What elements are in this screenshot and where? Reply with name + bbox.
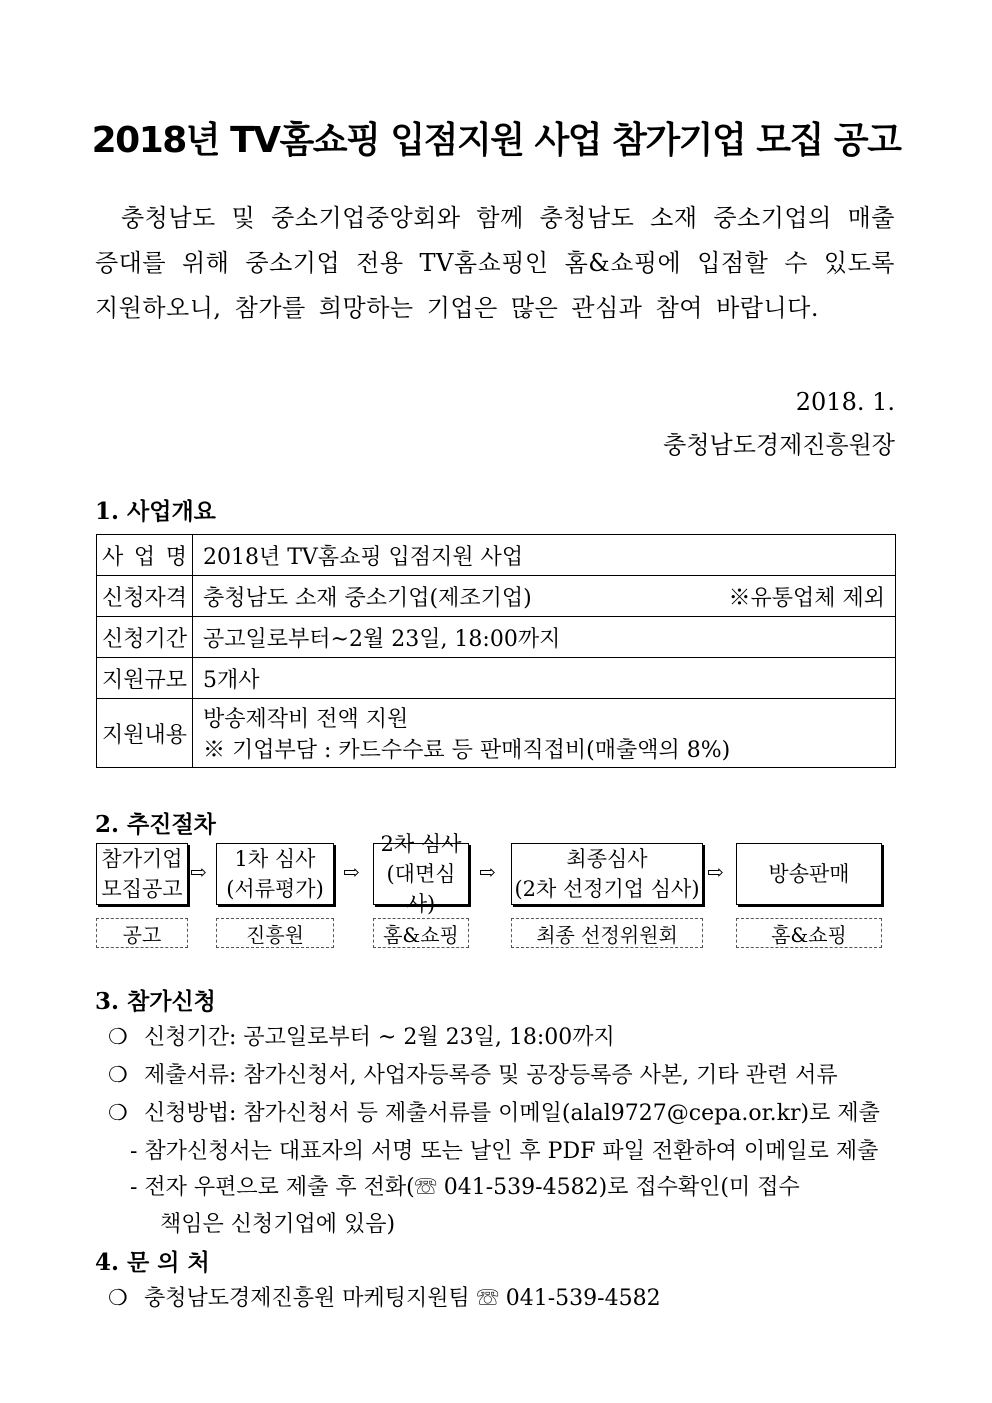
row-value: 충청남도 소재 중소기업(제조기업) bbox=[203, 585, 532, 611]
step-org: 홈&쇼핑 bbox=[373, 918, 469, 948]
sub-item: - 참가신청서는 대표자의 서명 또는 날인 후 PDF 파일 전환하여 이메일로 제출 bbox=[130, 1139, 879, 1164]
step-line1: 1차 심사 bbox=[234, 847, 316, 871]
contact-item bbox=[108, 1281, 661, 1312]
row-value-cell bbox=[193, 576, 896, 617]
table-row bbox=[97, 576, 896, 617]
issuer-name: 충청남도경제진흥원장 bbox=[663, 431, 895, 459]
step-line2: (대면심사) bbox=[386, 862, 456, 916]
row-note: ※유통업체 제외 bbox=[728, 585, 885, 611]
sub-item: - 전자 우편으로 제출 후 전화(☏ 041-539-4582)로 접수확인(미 접수 bbox=[130, 1175, 800, 1200]
step-line2: 모집공고 bbox=[101, 877, 183, 901]
table-row bbox=[97, 535, 896, 576]
row-value: 공고일로부터~2월 23일, 18:00까지 bbox=[193, 617, 896, 658]
list-item-text: 신청방법: 참가신청서 등 제출서류를 이메일(alal9727@cepa.or.kr)로 제출 bbox=[144, 1101, 880, 1126]
arrow-icon: ⇨ bbox=[479, 860, 496, 884]
section3-heading: 3. 참가신청 bbox=[95, 988, 216, 1015]
step-box bbox=[736, 843, 882, 905]
bullet-icon: ❍ bbox=[108, 1101, 128, 1126]
table-row bbox=[97, 617, 896, 658]
row-label: 사 업 명 bbox=[97, 535, 193, 576]
contact-text: 충청남도경제진흥원 마케팅지원팀 ☏ 041-539-4582 bbox=[144, 1286, 661, 1311]
row-value: 5개사 bbox=[193, 658, 896, 699]
step-line2: (서류평가) bbox=[226, 877, 324, 901]
arrow-icon: ⇨ bbox=[343, 860, 360, 884]
step-line1: 최종심사 bbox=[566, 847, 648, 871]
row-value: 방송제작비 전액 지원 bbox=[203, 707, 409, 732]
step-org: 최종 선정위원회 bbox=[511, 918, 703, 948]
step-line1: 방송판매 bbox=[768, 862, 850, 886]
list-item-text: 제출서류: 참가신청서, 사업자등록증 및 공장등록증 사본, 기타 관련 서류 bbox=[144, 1063, 838, 1088]
step-line2: (2차 선정기업 심사) bbox=[514, 877, 700, 901]
list-item-text: 신청기간: 공고일로부터 ~ 2월 23일, 18:00까지 bbox=[144, 1025, 615, 1050]
step-org: 진흥원 bbox=[216, 918, 334, 948]
overview-table bbox=[96, 534, 896, 768]
page-title: 2018년 TV홈쇼핑 입점지원 사업 참가기업 모집 공고 bbox=[91, 120, 901, 161]
sub-item-continuation: 책임은 신청기업에 있음) bbox=[160, 1212, 396, 1237]
step-box bbox=[511, 843, 703, 905]
list-item bbox=[108, 1096, 880, 1127]
arrow-icon: ⇨ bbox=[190, 860, 207, 884]
step-org: 공고 bbox=[96, 918, 188, 948]
row-value-note: ※ 기업부담 : 카드수수료 등 판매직접비(매출액의 8%) bbox=[203, 738, 731, 763]
section2-heading: 2. 추진절차 bbox=[95, 811, 216, 838]
row-value: 2018년 TV홈쇼핑 입점지원 사업 bbox=[193, 535, 896, 576]
row-label: 신청기간 bbox=[97, 617, 193, 658]
bullet-icon: ❍ bbox=[108, 1063, 128, 1088]
step-box bbox=[216, 843, 334, 905]
row-label: 신청자격 bbox=[97, 576, 193, 617]
step-box bbox=[373, 832, 469, 916]
bullet-icon: ❍ bbox=[108, 1025, 128, 1050]
table-row bbox=[97, 699, 896, 768]
step-line1: 2차 심사 bbox=[380, 832, 462, 856]
notice-date: 2018. 1. bbox=[795, 388, 895, 416]
step-box bbox=[96, 843, 188, 905]
section1-heading: 1. 사업개요 bbox=[95, 498, 216, 525]
list-item bbox=[108, 1020, 615, 1051]
intro-paragraph: 충청남도 및 중소기업중앙회와 함께 충청남도 소재 중소기업의 매출 증대를 위해 중소기업 전용 TV홈쇼핑인 홈&쇼핑에 입점할 수 있도록 지원하오니, 참가를 희망하는 기업은 많은 관심과 참여 바랍니다. bbox=[95, 204, 895, 322]
row-label: 지원내용 bbox=[97, 699, 193, 768]
step-org: 홈&쇼핑 bbox=[736, 918, 882, 948]
list-item bbox=[108, 1058, 838, 1089]
row-label: 지원규모 bbox=[97, 658, 193, 699]
step-line1: 참가기업 bbox=[101, 847, 183, 871]
section4-heading: 4. 문 의 처 bbox=[95, 1249, 210, 1276]
bullet-icon: ❍ bbox=[108, 1286, 128, 1311]
table-row bbox=[97, 658, 896, 699]
arrow-icon: ⇨ bbox=[707, 860, 724, 884]
row-value-cell bbox=[193, 699, 896, 768]
